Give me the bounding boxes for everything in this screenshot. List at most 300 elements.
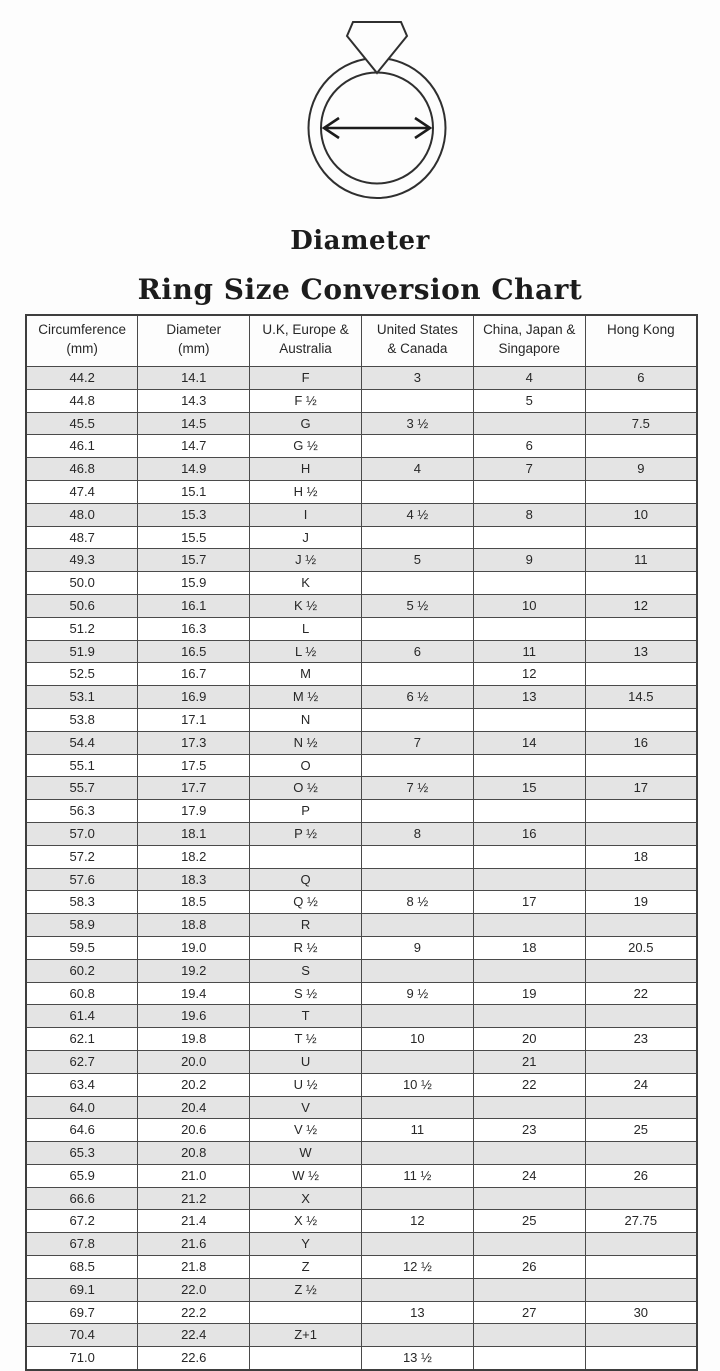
table-cell: 7 [361, 731, 473, 754]
table-cell [585, 1050, 697, 1073]
table-cell: U ½ [250, 1073, 362, 1096]
table-cell: 12 ½ [361, 1256, 473, 1279]
table-cell: 56.3 [26, 800, 138, 823]
table-row [26, 480, 697, 503]
table-cell: 64.6 [26, 1119, 138, 1142]
table-cell: Q [250, 868, 362, 891]
table-cell: 16 [585, 731, 697, 754]
table-cell [361, 708, 473, 731]
ring-size-conversion-table [25, 314, 698, 1371]
column-header-1: Circumference (mm) [26, 315, 138, 367]
table-cell [585, 1142, 697, 1165]
table-cell: 18.1 [138, 822, 250, 845]
table-cell [361, 526, 473, 549]
table-cell: 69.7 [26, 1301, 138, 1324]
ring-diameter-diagram [300, 10, 452, 204]
table-cell: J [250, 526, 362, 549]
table-cell: Z [250, 1256, 362, 1279]
table-cell: 21.4 [138, 1210, 250, 1233]
table-cell: 7 [473, 458, 585, 481]
table-cell: 22 [585, 982, 697, 1005]
table-cell: 48.7 [26, 526, 138, 549]
table-cell: 57.6 [26, 868, 138, 891]
table-cell: 10 ½ [361, 1073, 473, 1096]
table-cell: 22 [473, 1073, 585, 1096]
table-cell: 21.8 [138, 1256, 250, 1279]
table-cell [473, 1324, 585, 1347]
table-cell: 9 ½ [361, 982, 473, 1005]
table-cell: 66.6 [26, 1187, 138, 1210]
table-cell: G [250, 412, 362, 435]
table-cell: 24 [473, 1164, 585, 1187]
table-cell: 16.1 [138, 594, 250, 617]
table-cell: 10 [585, 503, 697, 526]
table-cell: 18.2 [138, 845, 250, 868]
table-cell [361, 1096, 473, 1119]
table-cell: 55.7 [26, 777, 138, 800]
table-row [26, 663, 697, 686]
table-cell [361, 663, 473, 686]
table-cell: 21 [473, 1050, 585, 1073]
table-cell: 19.4 [138, 982, 250, 1005]
table-cell [473, 1096, 585, 1119]
table-cell: 20.8 [138, 1142, 250, 1165]
table-cell: 51.9 [26, 640, 138, 663]
table-cell [250, 1347, 362, 1370]
table-cell: 5 [361, 549, 473, 572]
table-cell: 8 [473, 503, 585, 526]
table-cell: 22.0 [138, 1278, 250, 1301]
table-cell: 45.5 [26, 412, 138, 435]
table-cell [585, 754, 697, 777]
table-row [26, 640, 697, 663]
table-cell: 58.9 [26, 914, 138, 937]
table-cell [473, 1278, 585, 1301]
table-cell: 48.0 [26, 503, 138, 526]
table-cell [473, 959, 585, 982]
table-cell: 22.2 [138, 1301, 250, 1324]
table-cell [585, 800, 697, 823]
table-cell: 62.1 [26, 1028, 138, 1051]
table-cell: 50.0 [26, 572, 138, 595]
table-cell: 18 [473, 936, 585, 959]
table-cell [585, 708, 697, 731]
table-cell: 25 [585, 1119, 697, 1142]
table-cell: 9 [473, 549, 585, 572]
table-cell: R [250, 914, 362, 937]
table-cell: 27.75 [585, 1210, 697, 1233]
table-cell: 21.0 [138, 1164, 250, 1187]
table-cell: 44.2 [26, 367, 138, 390]
table-cell: 13 [585, 640, 697, 663]
table-cell: 16.3 [138, 617, 250, 640]
table-row [26, 367, 697, 390]
table-cell: 20 [473, 1028, 585, 1051]
table-cell: 68.5 [26, 1256, 138, 1279]
table-cell: 49.3 [26, 549, 138, 572]
table-cell: 19.0 [138, 936, 250, 959]
table-row [26, 1256, 697, 1279]
table-cell: 51.2 [26, 617, 138, 640]
page-title: Ring Size Conversion Chart [137, 273, 583, 306]
table-row [26, 458, 697, 481]
table-cell [361, 1278, 473, 1301]
table-row [26, 1301, 697, 1324]
table-cell: 14 [473, 731, 585, 754]
table-cell [361, 617, 473, 640]
table-cell: L [250, 617, 362, 640]
table-cell [361, 389, 473, 412]
table-cell: 4 [473, 367, 585, 390]
table-cell: X [250, 1187, 362, 1210]
table-cell: 12 [473, 663, 585, 686]
table-row [26, 982, 697, 1005]
table-cell: 64.0 [26, 1096, 138, 1119]
table-cell [585, 868, 697, 891]
table-cell: 16.7 [138, 663, 250, 686]
table-cell [250, 845, 362, 868]
table-cell: 17.9 [138, 800, 250, 823]
table-row [26, 412, 697, 435]
table-cell: 17 [473, 891, 585, 914]
table-cell: 12 [585, 594, 697, 617]
table-row [26, 731, 697, 754]
table-cell [473, 868, 585, 891]
table-row [26, 1210, 697, 1233]
table-cell [585, 480, 697, 503]
table-cell [361, 1233, 473, 1256]
table-cell [473, 914, 585, 937]
table-cell: H ½ [250, 480, 362, 503]
table-cell [585, 1233, 697, 1256]
table-cell: 16 [473, 822, 585, 845]
table-cell [473, 526, 585, 549]
table-cell: F ½ [250, 389, 362, 412]
table-cell: 53.1 [26, 686, 138, 709]
table-cell [473, 480, 585, 503]
table-cell: S [250, 959, 362, 982]
table-cell: 21.2 [138, 1187, 250, 1210]
table-cell: 44.8 [26, 389, 138, 412]
table-cell: 57.0 [26, 822, 138, 845]
table-cell: Y [250, 1233, 362, 1256]
table-cell: 13 ½ [361, 1347, 473, 1370]
diamond-icon [347, 22, 407, 73]
table-cell: 4 [361, 458, 473, 481]
table-cell: 57.2 [26, 845, 138, 868]
table-row [26, 777, 697, 800]
table-cell: 11 [473, 640, 585, 663]
table-cell [361, 845, 473, 868]
table-cell: 61.4 [26, 1005, 138, 1028]
table-cell: 14.3 [138, 389, 250, 412]
table-cell: W [250, 1142, 362, 1165]
table-cell: S ½ [250, 982, 362, 1005]
table-cell: O [250, 754, 362, 777]
table-cell [585, 1278, 697, 1301]
table-cell: L ½ [250, 640, 362, 663]
table-cell: 62.7 [26, 1050, 138, 1073]
table-cell: 59.5 [26, 936, 138, 959]
table-cell: 16.5 [138, 640, 250, 663]
table-cell: 58.3 [26, 891, 138, 914]
table-header [26, 315, 697, 367]
table-cell [585, 1096, 697, 1119]
table-cell: 15.5 [138, 526, 250, 549]
table-cell: M [250, 663, 362, 686]
table-row [26, 1142, 697, 1165]
table-cell: 50.6 [26, 594, 138, 617]
table-cell: 63.4 [26, 1073, 138, 1096]
table-row [26, 1278, 697, 1301]
table-cell: 3 ½ [361, 412, 473, 435]
table-cell: 14.1 [138, 367, 250, 390]
table-row [26, 389, 697, 412]
table-cell [473, 1347, 585, 1370]
diameter-arrow-icon [324, 118, 430, 138]
table-cell [361, 572, 473, 595]
table-cell: Z+1 [250, 1324, 362, 1347]
table-cell: 23 [473, 1119, 585, 1142]
table-cell: 15 [473, 777, 585, 800]
table-cell: G ½ [250, 435, 362, 458]
table-cell [585, 435, 697, 458]
table-cell: 9 [361, 936, 473, 959]
table-row [26, 754, 697, 777]
table-cell: 6 [473, 435, 585, 458]
table-cell [585, 1256, 697, 1279]
table-cell: R ½ [250, 936, 362, 959]
table-cell: 19.6 [138, 1005, 250, 1028]
table-cell: 27 [473, 1301, 585, 1324]
table-cell: 67.8 [26, 1233, 138, 1256]
table-cell: V [250, 1096, 362, 1119]
table-cell: 7.5 [585, 412, 697, 435]
table-cell: 9 [585, 458, 697, 481]
table-cell: 53.8 [26, 708, 138, 731]
table-cell: 69.1 [26, 1278, 138, 1301]
table-cell: K [250, 572, 362, 595]
table-cell [473, 1005, 585, 1028]
table-row [26, 1187, 697, 1210]
table-row [26, 1324, 697, 1347]
table-cell: V ½ [250, 1119, 362, 1142]
table-cell: 55.1 [26, 754, 138, 777]
table-cell [473, 845, 585, 868]
table-cell: 22.4 [138, 1324, 250, 1347]
table-cell: 12 [361, 1210, 473, 1233]
table-cell: 18 [585, 845, 697, 868]
table-cell [361, 1050, 473, 1073]
table-cell: 16.9 [138, 686, 250, 709]
table-cell [585, 572, 697, 595]
table-cell [585, 822, 697, 845]
table-cell: P ½ [250, 822, 362, 845]
table-cell: T ½ [250, 1028, 362, 1051]
table-cell: 14.5 [138, 412, 250, 435]
table-cell: 4 ½ [361, 503, 473, 526]
table-cell: 26 [585, 1164, 697, 1187]
table-cell: 5 [473, 389, 585, 412]
table-cell: 47.4 [26, 480, 138, 503]
column-header-4: United States & Canada [361, 315, 473, 367]
table-cell: 17.1 [138, 708, 250, 731]
table-row [26, 845, 697, 868]
table-cell: 11 [361, 1119, 473, 1142]
column-header-5: China, Japan & Singapore [473, 315, 585, 367]
table-cell: 13 [361, 1301, 473, 1324]
table-cell: 20.5 [585, 936, 697, 959]
table-cell [585, 1005, 697, 1028]
table-row [26, 1073, 697, 1096]
table-cell: 65.3 [26, 1142, 138, 1165]
table-cell [361, 959, 473, 982]
table-row [26, 572, 697, 595]
table-cell: P [250, 800, 362, 823]
table-row [26, 1164, 697, 1187]
table-row [26, 936, 697, 959]
table-cell: K ½ [250, 594, 362, 617]
table-cell [361, 1005, 473, 1028]
table-cell [361, 435, 473, 458]
table-cell: 54.4 [26, 731, 138, 754]
table-cell [585, 1324, 697, 1347]
table-cell: 6 ½ [361, 686, 473, 709]
table-cell [585, 617, 697, 640]
table-row [26, 959, 697, 982]
table-cell: T [250, 1005, 362, 1028]
column-header-2: Diameter (mm) [138, 315, 250, 367]
table-cell [361, 1142, 473, 1165]
table-cell: 14.5 [585, 686, 697, 709]
table-cell: 17.7 [138, 777, 250, 800]
column-header-3: U.K, Europe & Australia [250, 315, 362, 367]
table-cell: 21.6 [138, 1233, 250, 1256]
table-cell: 24 [585, 1073, 697, 1096]
table-cell [473, 617, 585, 640]
table-cell: Z ½ [250, 1278, 362, 1301]
table-cell: 22.6 [138, 1347, 250, 1370]
table-cell: 11 ½ [361, 1164, 473, 1187]
table-cell: 6 [585, 367, 697, 390]
table-row [26, 549, 697, 572]
table-cell: 20.2 [138, 1073, 250, 1096]
table-row [26, 686, 697, 709]
table-cell: 15.3 [138, 503, 250, 526]
table-cell: 18.8 [138, 914, 250, 937]
table-cell: 70.4 [26, 1324, 138, 1347]
table-row [26, 1347, 697, 1370]
table-cell: 15.7 [138, 549, 250, 572]
ring-illustration [300, 10, 452, 204]
table-cell: 17.5 [138, 754, 250, 777]
table-cell [585, 1187, 697, 1210]
table-cell: 8 [361, 822, 473, 845]
table-row [26, 1050, 697, 1073]
table-cell: U [250, 1050, 362, 1073]
table-cell: 20.4 [138, 1096, 250, 1119]
table-cell [473, 1142, 585, 1165]
table-cell: O ½ [250, 777, 362, 800]
table-cell [585, 663, 697, 686]
table-cell: 71.0 [26, 1347, 138, 1370]
table-cell [361, 754, 473, 777]
table-cell [361, 914, 473, 937]
table-cell: M ½ [250, 686, 362, 709]
table-cell: 17.3 [138, 731, 250, 754]
table-cell [473, 412, 585, 435]
table-cell: 10 [361, 1028, 473, 1051]
table-row [26, 1096, 697, 1119]
table-cell: 67.2 [26, 1210, 138, 1233]
table-row [26, 435, 697, 458]
table-cell: 20.0 [138, 1050, 250, 1073]
table-row [26, 891, 697, 914]
table-cell [250, 1301, 362, 1324]
table-cell: 65.9 [26, 1164, 138, 1187]
table-cell [473, 1187, 585, 1210]
table-cell: 8 ½ [361, 891, 473, 914]
table-cell: 14.7 [138, 435, 250, 458]
table-cell [361, 868, 473, 891]
table-row [26, 708, 697, 731]
table-cell: 19.8 [138, 1028, 250, 1051]
table-cell: 6 [361, 640, 473, 663]
table-cell: H [250, 458, 362, 481]
table-cell: 18.3 [138, 868, 250, 891]
table-cell: 20.6 [138, 1119, 250, 1142]
table-row [26, 800, 697, 823]
table-cell [473, 754, 585, 777]
table-cell: Q ½ [250, 891, 362, 914]
table-row [26, 822, 697, 845]
table-cell: W ½ [250, 1164, 362, 1187]
table-cell: X ½ [250, 1210, 362, 1233]
table-row [26, 1005, 697, 1028]
table-cell [473, 572, 585, 595]
table-cell: 15.1 [138, 480, 250, 503]
table-cell [585, 526, 697, 549]
table-cell [361, 1324, 473, 1347]
table-cell: 14.9 [138, 458, 250, 481]
table-cell [473, 708, 585, 731]
table-row [26, 914, 697, 937]
table-cell: N [250, 708, 362, 731]
table-body [26, 367, 697, 1371]
table-cell: 26 [473, 1256, 585, 1279]
table-cell: F [250, 367, 362, 390]
table-row [26, 526, 697, 549]
table-cell [473, 800, 585, 823]
table-cell: 7 ½ [361, 777, 473, 800]
table-cell: 15.9 [138, 572, 250, 595]
diameter-caption: Diameter [290, 226, 430, 256]
table-cell: 46.8 [26, 458, 138, 481]
table-row [26, 868, 697, 891]
table-row [26, 1119, 697, 1142]
table-cell: I [250, 503, 362, 526]
table-cell: 60.2 [26, 959, 138, 982]
table-cell: 25 [473, 1210, 585, 1233]
table-row [26, 1028, 697, 1051]
table-cell [361, 800, 473, 823]
column-header-6: Hong Kong [585, 315, 697, 367]
table-cell [585, 389, 697, 412]
table-header-row [26, 315, 697, 367]
table-cell: 3 [361, 367, 473, 390]
table-cell: 23 [585, 1028, 697, 1051]
table-cell [361, 1187, 473, 1210]
